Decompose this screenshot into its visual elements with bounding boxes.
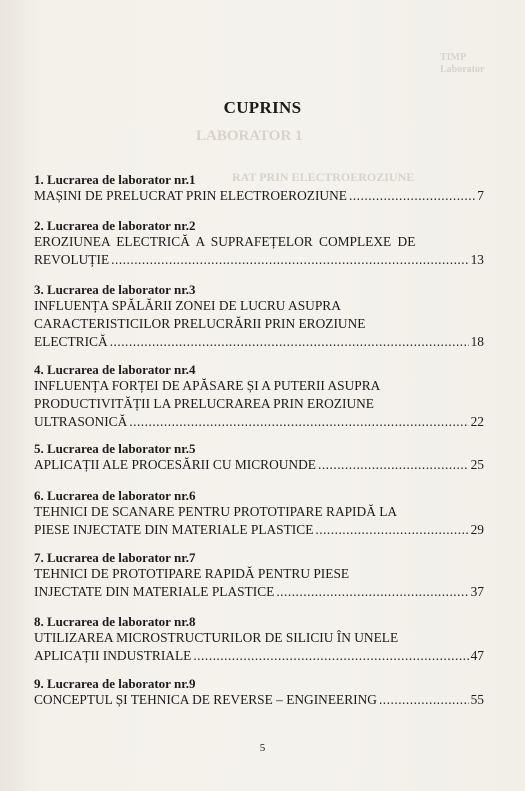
entry-heading: 2. Lucrarea de laborator nr.2 [34,218,196,233]
entry-page-number: 22 [470,414,484,429]
entry-last-line [34,187,484,205]
toc-entry [34,172,484,205]
entry-title-line: UTILIZAREA MICROSTRUCTURILOR DE SILICIU ÎN UNELE [34,630,399,645]
toc-entry [34,550,484,601]
toc-entry [34,441,484,474]
entry-title-line: INJECTATE DIN MATERIALE PLASTICE [34,584,275,599]
entry-title-line: CARACTERISTICILOR PRELUCRĂRII PRIN EROZIUNE [34,316,366,331]
toc-entry [34,676,484,709]
leader-dots [129,413,468,431]
entry-heading: 7. Lucrarea de laborator nr.7 [34,550,196,565]
toc-entry [34,218,484,269]
entry-page-number: 37 [470,584,484,599]
entry-page-number: 13 [470,252,484,267]
entry-page-number: 18 [470,334,484,349]
entry-last-line [34,333,484,351]
entry-title-line: INFLUENȚA FORȚEI DE APĂSARE ȘI A PUTERII ASUPRA [34,378,381,393]
entry-title-line: PRODUCTIVITĂȚII LA PRELUCRAREA PRIN EROZIUNE [34,396,374,411]
entry-title-line: APLICAȚII INDUSTRIALE [34,648,192,663]
entry-heading: 5. Lucrarea de laborator nr.5 [34,441,196,456]
page-number: 5 [259,742,266,754]
entry-title-line: REVOLUȚIE [34,252,110,267]
leader-dots [110,333,469,351]
entry-title-line: TEHNICI DE PROTOTIPARE RAPIDĂ PENTRU PIESE [34,566,350,581]
entry-last-line [34,583,484,601]
entry-title-line: EROZIUNEA ELECTRICĂ A SUPRAFEȚELOR COMPLEXE DE [34,234,416,249]
page-title: CUPRINS [223,98,302,117]
bleed-through-text: LABORATOR 1 [196,128,303,144]
leader-dots [315,521,468,539]
entry-last-line [34,456,484,474]
bleed-through-text: RAT PRIN ELECTROEROZIUNE [232,170,415,184]
entry-page-number: 47 [470,648,484,663]
bleed-through-text: TIMP Laborator [440,52,485,75]
entry-last-line [34,413,484,431]
entry-last-line [34,251,484,269]
leader-dots [349,187,475,205]
toc-entry [34,614,484,665]
entry-last-line [34,691,484,709]
entry-page-number: 55 [470,692,484,707]
leader-dots [318,456,469,474]
toc-entry [34,362,484,431]
leader-dots [193,647,468,665]
leader-dots [379,691,469,709]
entry-page-number: 25 [470,457,484,472]
entry-page-number: 7 [477,188,484,203]
entry-page-number: 29 [470,522,484,537]
entry-heading: 6. Lucrarea de laborator nr.6 [34,488,196,503]
entry-last-line [34,647,484,665]
entry-heading: 3. Lucrarea de laborator nr.3 [34,282,196,297]
entry-title-line: INFLUENȚA SPĂLĂRII ZONEI DE LUCRU ASUPRA [34,298,341,313]
leader-dots [111,251,468,269]
entry-title-line: APLICAȚII ALE PROCESĂRII CU MICROUNDE [34,457,316,472]
toc-entry [34,282,484,351]
entry-title-line: PIESE INJECTATE DIN MATERIALE PLASTICE [34,522,314,537]
entry-title-line: CONCEPTUL ȘI TEHNICA DE REVERSE – ENGINEERING [34,692,377,707]
entry-title-line: TEHNICI DE SCANARE PENTRU PROTOTIPARE RAPIDĂ LA [34,504,398,519]
entry-heading: 4. Lucrarea de laborator nr.4 [34,362,196,377]
entry-title-line: ULTRASONICĂ [34,414,128,429]
entry-title-line: MAȘINI DE PRELUCRAT PRIN ELECTROEROZIUNE [34,188,347,203]
toc-entry [34,488,484,539]
entry-heading: 8. Lucrarea de laborator nr.8 [34,614,196,629]
entry-title-line: ELECTRICĂ [34,334,108,349]
entry-last-line [34,521,484,539]
entry-heading: 9. Lucrarea de laborator nr.9 [34,676,196,691]
entry-heading: 1. Lucrarea de laborator nr.1 [34,172,196,187]
leader-dots [276,583,468,601]
